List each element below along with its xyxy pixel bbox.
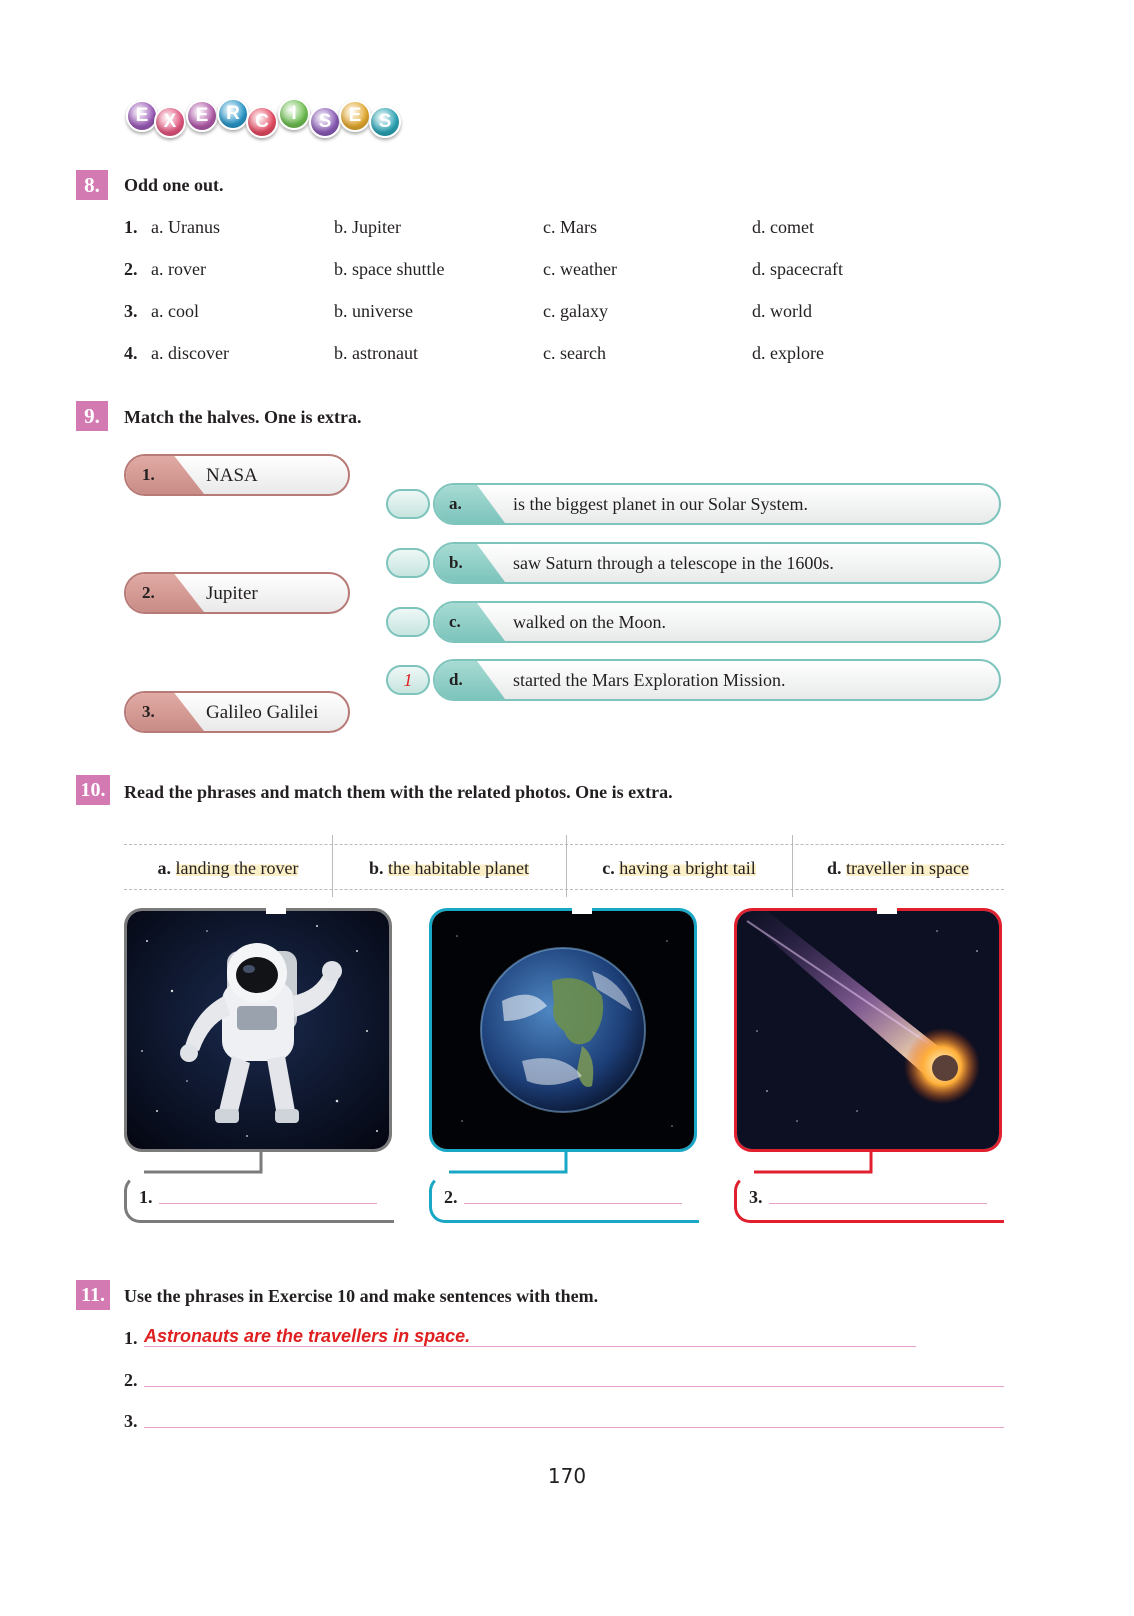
answer-box-b[interactable] [386, 548, 430, 578]
exercise-number: 11. [76, 1280, 110, 1310]
item-number: 2. [124, 259, 138, 279]
option-c: c. search [543, 343, 606, 363]
exercises-title [126, 100, 416, 144]
left-half-2 [124, 572, 350, 614]
line-number: 2. [124, 1370, 138, 1390]
answer-line[interactable] [769, 1203, 987, 1204]
exercise-number: 10. [76, 775, 110, 805]
astronaut-image [127, 911, 389, 1149]
item-number: 4. [124, 343, 138, 363]
answer-box-c[interactable] [386, 607, 430, 637]
answer-box-2[interactable] [429, 1175, 699, 1223]
answer-line[interactable] [159, 1203, 377, 1204]
phrase-table [124, 844, 1004, 890]
option-c: c. galaxy [543, 301, 608, 321]
phrase-text: the habitable planet [388, 857, 529, 878]
title-letter: E [186, 100, 218, 132]
option-a: a. cool [151, 301, 199, 321]
number-tag [126, 456, 204, 494]
right-half-text: walked on the Moon. [513, 612, 666, 632]
answer-box-d[interactable]: 1 [386, 665, 430, 695]
title-letter: E [339, 100, 371, 132]
phrase-letter: a. [157, 857, 172, 878]
phrase-letter: b. [369, 857, 384, 878]
title-letter: C [246, 106, 278, 138]
frame-gap [266, 904, 286, 914]
option-b: b. Jupiter [334, 217, 401, 237]
answer-line[interactable] [464, 1203, 682, 1204]
item-number: 1. [142, 465, 155, 484]
right-half-a [433, 483, 1001, 525]
item-letter: d. [449, 670, 463, 689]
option-b: b. universe [334, 301, 413, 321]
phrase-letter: c. [602, 857, 615, 878]
phrase-c [566, 845, 792, 891]
title-letter: R [217, 98, 249, 130]
option-d: d. comet [752, 217, 814, 237]
option-a: a. Uranus [151, 217, 220, 237]
exercise-instruction: Use the phrases in Exercise 10 and make sentences with them. [124, 1286, 599, 1306]
sample-answer: Astronauts are the travellers in space. [144, 1326, 471, 1346]
title-letter: S [369, 106, 401, 138]
right-half-text: is the biggest planet in our Solar System. [513, 494, 808, 514]
option-d: d. explore [752, 343, 824, 363]
option-b: b. astronaut [334, 343, 418, 363]
phrase-letter: d. [827, 857, 842, 878]
phrase-b [332, 845, 566, 891]
option-b: b. space shuttle [334, 259, 445, 279]
answer-box-a[interactable] [386, 489, 430, 519]
exercise-number: 9. [76, 401, 108, 431]
exercise-instruction: Odd one out. [124, 175, 224, 195]
answer-box-3[interactable] [734, 1175, 1004, 1223]
answer-number: 2. [444, 1187, 458, 1207]
comet-image [737, 911, 999, 1149]
left-half-text: Jupiter [206, 583, 258, 604]
option-c: c. Mars [543, 217, 597, 237]
option-a: a. rover [151, 259, 206, 279]
option-d: d. world [752, 301, 812, 321]
option-c: c. weather [543, 259, 617, 279]
answer-number: 1. [139, 1187, 153, 1207]
letter-tag [435, 661, 505, 699]
writing-line[interactable] [144, 1346, 916, 1347]
phrase-text: landing the rover [175, 857, 299, 878]
letter-tag [435, 603, 505, 641]
right-half-c [433, 601, 1001, 643]
title-letter: E [126, 100, 158, 132]
writing-line[interactable] [144, 1427, 1004, 1428]
exercise-number: 8. [76, 170, 108, 200]
answer-number: 3. [749, 1187, 763, 1207]
item-number: 3. [142, 702, 155, 721]
phrase-text: traveller in space [846, 857, 969, 878]
right-half-text: saw Saturn through a telescope in the 1600s. [513, 553, 834, 573]
frame-gap [877, 904, 897, 914]
left-half-1 [124, 454, 350, 496]
title-letter: S [309, 106, 341, 138]
photo-astronaut [124, 908, 392, 1152]
left-half-text: Galileo Galilei [206, 702, 319, 723]
phrase-d [792, 845, 1004, 891]
left-half-text: NASA [206, 465, 258, 486]
left-half-3 [124, 691, 350, 733]
number-tag [126, 693, 204, 731]
page-number: 170 [547, 1464, 587, 1488]
title-letter: I [278, 98, 310, 130]
item-number: 3. [124, 301, 138, 321]
number-tag [126, 574, 204, 612]
line-number: 1. [124, 1328, 138, 1348]
line-number: 3. [124, 1411, 138, 1431]
exercise-instruction: Match the halves. One is extra. [124, 407, 362, 427]
item-letter: c. [449, 612, 461, 631]
phrase-text: having a bright tail [619, 857, 756, 878]
answer-box-1[interactable] [124, 1175, 394, 1223]
photo-earth [429, 908, 697, 1152]
writing-line[interactable] [144, 1386, 1004, 1387]
item-number: 1. [124, 217, 138, 237]
item-number: 2. [142, 583, 155, 602]
item-letter: b. [449, 553, 463, 572]
photo-comet [734, 908, 1002, 1152]
letter-tag [435, 544, 505, 582]
right-half-b [433, 542, 1001, 584]
option-d: d. spacecraft [752, 259, 843, 279]
right-half-d [433, 659, 1001, 701]
letter-tag [435, 485, 505, 523]
item-letter: a. [449, 494, 462, 513]
exercise-instruction: Read the phrases and match them with the related photos. One is extra. [124, 782, 673, 802]
frame-gap [572, 904, 592, 914]
right-half-text: started the Mars Exploration Mission. [513, 670, 786, 690]
option-a: a. discover [151, 343, 229, 363]
earth-image [432, 911, 694, 1149]
phrase-a [124, 845, 332, 891]
title-letter: X [154, 106, 186, 138]
